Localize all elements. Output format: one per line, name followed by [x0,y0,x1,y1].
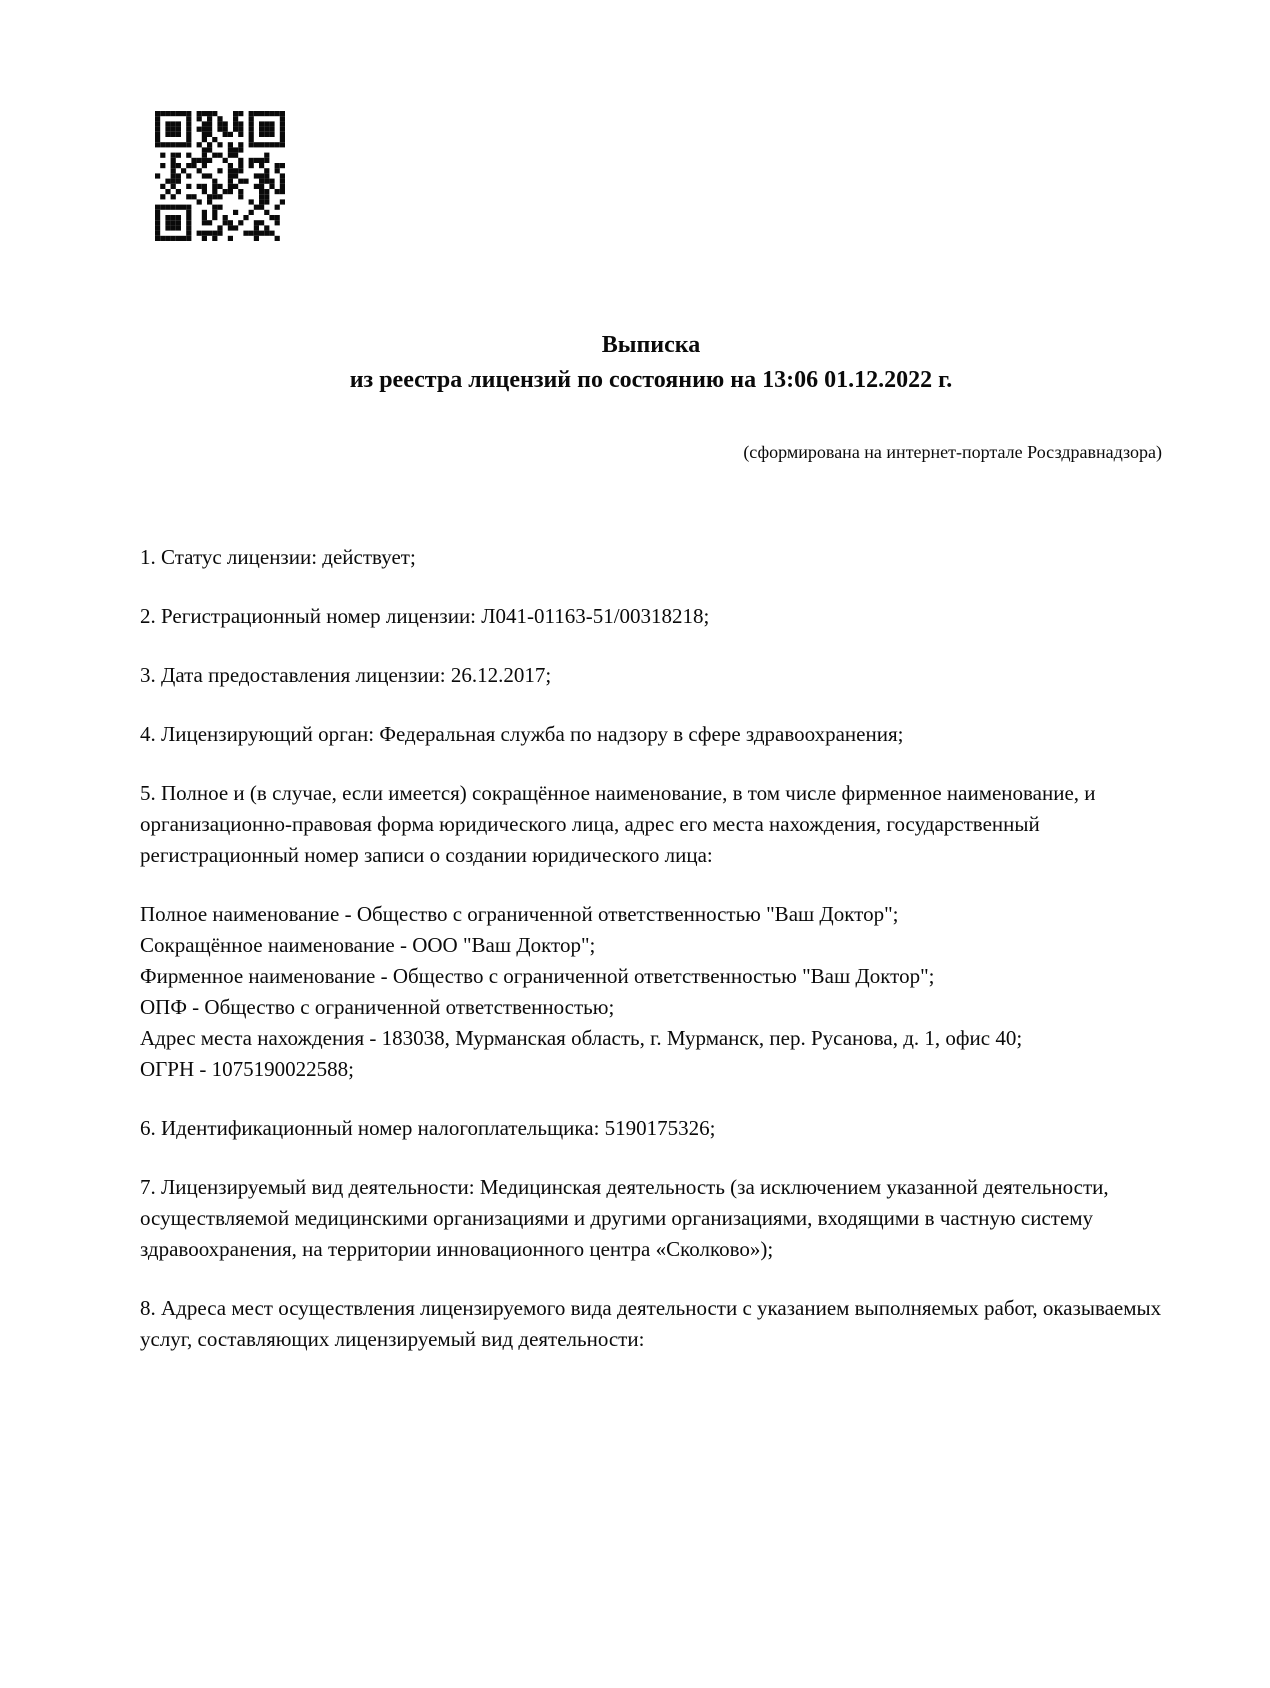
title-line-2: из реестра лицензий по состоянию на 13:06 01.12.2022 г. [349,367,953,393]
document-body [140,542,1162,1355]
paragraph: 7. Лицензируемый вид деятельности: Медицинская деятельность (за исключением указанной деятельности, осуществляемой медицинскими организациями и другими организациями, входящими в частную систему здравоохранения, на территории инновационного центра «Сколково»); [140,1175,1109,1261]
paragraph: 2. Регистрационный номер лицензии: Л041-01163-51/00318218; [140,604,710,628]
document-subtitle: (сформирована на интернет-портале Росздравнадзора) [743,442,1162,462]
document-content [140,0,1162,1383]
paragraph: 8. Адреса мест осуществления лицензируемого вида деятельности с указанием выполняемых работ, оказываемых услуг, составляющих лицензируемый вид деятельности: [140,1296,1162,1351]
document-title [140,328,1162,398]
paragraph: 1. Статус лицензии: действует; [140,545,416,569]
paragraph: 4. Лицензирующий орган: Федеральная служба по надзору в сфере здравоохранения; [140,722,904,746]
paragraph: 3. Дата предоставления лицензии: 26.12.2017; [140,663,552,687]
paragraph: Полное наименование - Общество с ограниченной ответственностью "Ваш Доктор"; Сокращённое наименование - ООО "Ваш Доктор"; Фирменное наименование - Общество с ограниченной ответственностью "Ваш Доктор"; ОПФ - Общество с ограниченной ответственностью; Адрес места нахождения - 183038, Мурманская область, г. Мурманск, пер. Русанова, д. 1, офис 40; ОГРН - 1075190022588; [140,902,1023,1081]
paragraph: 6. Идентификационный номер налогоплательщика: 5190175326; [140,1116,716,1140]
title-line-1: Выписка [601,332,701,358]
paragraph: 5. Полное и (в случае, если имеется) сокращённое наименование, в том числе фирменное наименование, и организационно-правовая форма юридического лица, адрес его места нахождения, государственный регистрационный номер записи о создании юридического лица: [140,781,1096,867]
